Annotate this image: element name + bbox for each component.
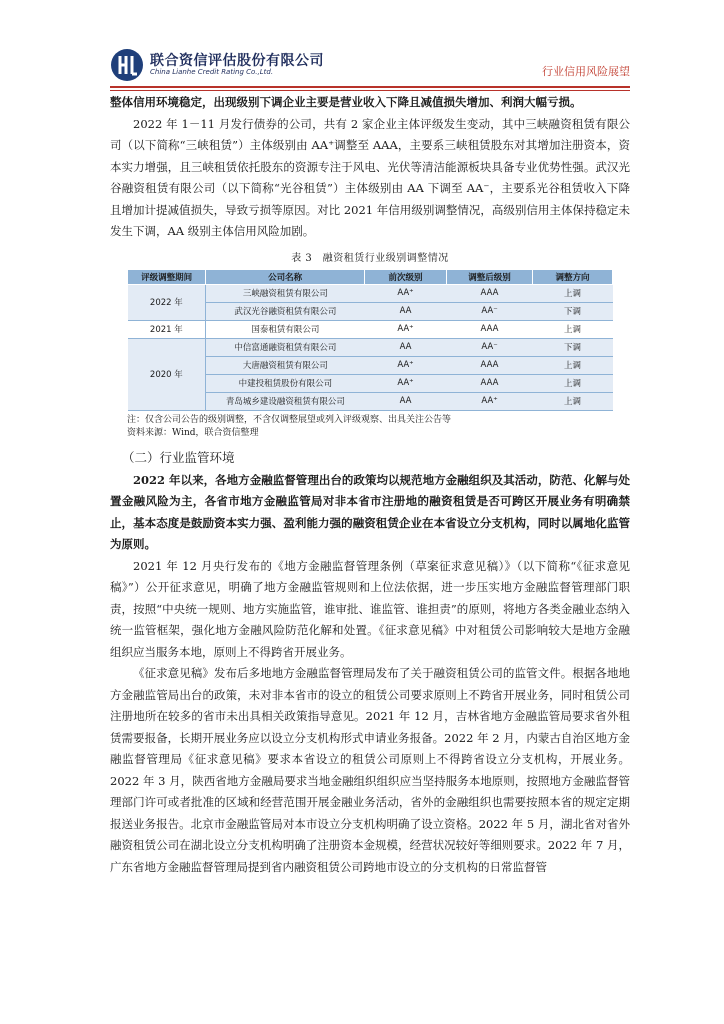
after-rating-cell: AA⁺ <box>447 392 533 410</box>
paragraph-local-policies: 《征求意见稿》发布后多地地方金融监督管理局发布了关于融资租赁公司的监管文件。根据各地地方金融监管局出台的政策，未对非本省市的设立的租赁公司要求原则上不跨省开展业务，同时租赁公司注册地所在较多的省市未出具相关政策指导意见。2021 年 12 月，吉林省地方金融监管局要求省外租赁需要报备，长期开展业务应以设立分支机构形式申请业务报备。2022 年 2 月，内蒙古自治区地方金融监督管理局《征求意见稿》要求本省设立的租赁公司原则上不得跨省设立分支机构，开展业务。2022 年 3 月，陕西省地方金融局要求当地金融组织组织应当坚持服务本地原则，按照地方金融监督管理部门许可或者批准的区域和经营范围开展金融业务活动，省外的金融组织也需要按照本省的规定定期报送业务报告。北京市金融监管局对本市设立分支机构明确了设立资格。2022 年 5 月，湖北省对省外融资租赁公司在湖北设立分支机构明确了注册资本金规模，经营状况较好等细则要求。2022 年 7 月，广东省地方金融监督管理局提到省内融资租赁公司跨地市设立的分支机构的日常监督管 <box>110 666 630 874</box>
prev-rating-cell: AA⁺ <box>364 356 446 374</box>
col-header-direction: 调整方向 <box>533 269 613 284</box>
section-tag: 行业信用风险展望 <box>542 65 630 78</box>
company-cell: 武汉光谷融资租赁有限公司 <box>206 302 365 320</box>
prev-rating-cell: AA⁺ <box>364 320 446 338</box>
after-rating-cell: AAA <box>447 320 533 338</box>
after-rating-cell: AA⁻ <box>447 302 533 320</box>
direction-cell: 上调 <box>533 320 613 338</box>
col-header-period: 评级调整期间 <box>128 269 206 284</box>
section-heading: （二）行业监管环境 <box>122 449 235 465</box>
after-rating-cell: AAA <box>447 374 533 392</box>
period-cell: 2022 年 <box>128 284 206 320</box>
after-rating-cell: AAA <box>447 356 533 374</box>
table-row <box>128 284 613 302</box>
company-cell: 青岛城乡建设融资租赁有限公司 <box>206 392 365 410</box>
page-header <box>110 46 630 86</box>
company-cell: 国泰租赁有限公司 <box>206 320 365 338</box>
paragraph-summary-bold: 2022 年以来，各地方金融监督管理出台的政策均以规范地方金融组织及其活动，防范、化解与处置金融风险为主，各省市地方金融监管局对非本省市注册地的融资租赁是否可跨区开展业务有明确禁止，基本态度是鼓励资本实力强、盈利能力强的融资租赁企业在本省设立分支机构，同时以属地化监管为原则。 <box>110 472 630 551</box>
company-logo-icon <box>110 48 144 82</box>
direction-cell: 上调 <box>533 356 613 374</box>
col-header-after: 调整后级别 <box>447 269 533 284</box>
rating-adjustment-table <box>127 269 613 411</box>
header-rule <box>110 86 630 88</box>
table-note: 注：仅含公司公告的级别调整，不含仅调整展望或列入评级观察、出具关注公告等 <box>127 414 452 425</box>
direction-cell: 上调 <box>533 392 613 410</box>
direction-cell: 下调 <box>533 302 613 320</box>
prev-rating-cell: AA <box>364 392 446 410</box>
table-row <box>128 320 613 338</box>
after-rating-cell: AA⁻ <box>447 338 533 356</box>
direction-cell: 下调 <box>533 338 613 356</box>
company-cell: 中建投租赁股份有限公司 <box>206 374 365 392</box>
page-content <box>110 92 630 878</box>
paragraph-regulation: 2021 年 12 月央行发布的《地方金融监督管理条例（草案征求意见稿）》（以下简称“《征求意见稿》”）公开征求意见，明确了地方金融监管规则和上位法依据，进一步压实地方金融监督管理部门职责，按照“中央统一规则、地方实施监管，谁审批、谁监管、谁担责”的原则，将地方各类金融业态纳入统一监管框架，强化地方金融风险防范化解和处置。《征求意见稿》中对租赁公司影响较大是地方金融组织应当服务本地，原则上不得跨省开展业务。 <box>110 558 630 659</box>
paragraph-rating-changes: 2022 年 1－11 月发行债券的公司，共有 2 家企业主体评级发生变动，其中三峡融资租赁有限公司（以下简称“三峡租赁”）主体级别由 AA⁺调整至 AAA，主要系三峡租赁股东对其增加注册资本，资本实力增强，且三峡租赁依托股东的资源专注于风电、光伏等清洁能源板块具备专业优势性强。武汉光谷融资租赁有限公司（以下简称“光谷租赁”）主体级别由 AA 下调至 AA⁻，主要系光谷租赁收入下降且增加计提减值损失，导致亏损等原因。对比 2021 年信用级别调整情况，高级别信用主体保持稳定未发生下调，AA 级别主体信用风险加剧。 <box>110 116 630 238</box>
table-title: 表 3 融资租赁行业级别调整情况 <box>291 252 449 264</box>
table-source: 资料来源：Wind，联合资信整理 <box>127 427 259 438</box>
header-rule-thin <box>110 90 630 91</box>
paragraph-continued: 整体信用环境稳定，出现级别下调企业主要是营业收入下降且减值损失增加、利润大幅亏损。 <box>110 95 582 109</box>
company-cell: 大唐融资租赁有限公司 <box>206 356 365 374</box>
col-header-company: 公司名称 <box>206 269 365 284</box>
prev-rating-cell: AA <box>364 338 446 356</box>
period-cell: 2021 年 <box>128 320 206 338</box>
company-name-en: China Lianhe Credit Rating Co.,Ltd. <box>150 68 274 76</box>
table-header-row <box>128 269 613 284</box>
company-name-cn: 联合资信评估股份有限公司 <box>150 53 324 69</box>
prev-rating-cell: AA <box>364 302 446 320</box>
table-row <box>128 338 613 356</box>
company-cell: 三峡融资租赁有限公司 <box>206 284 365 302</box>
direction-cell: 上调 <box>533 374 613 392</box>
prev-rating-cell: AA⁺ <box>364 374 446 392</box>
prev-rating-cell: AA⁺ <box>364 284 446 302</box>
col-header-prev: 前次级别 <box>364 269 446 284</box>
after-rating-cell: AAA <box>447 284 533 302</box>
company-cell: 中信富通融资租赁有限公司 <box>206 338 365 356</box>
period-cell: 2020 年 <box>128 338 206 410</box>
direction-cell: 上调 <box>533 284 613 302</box>
